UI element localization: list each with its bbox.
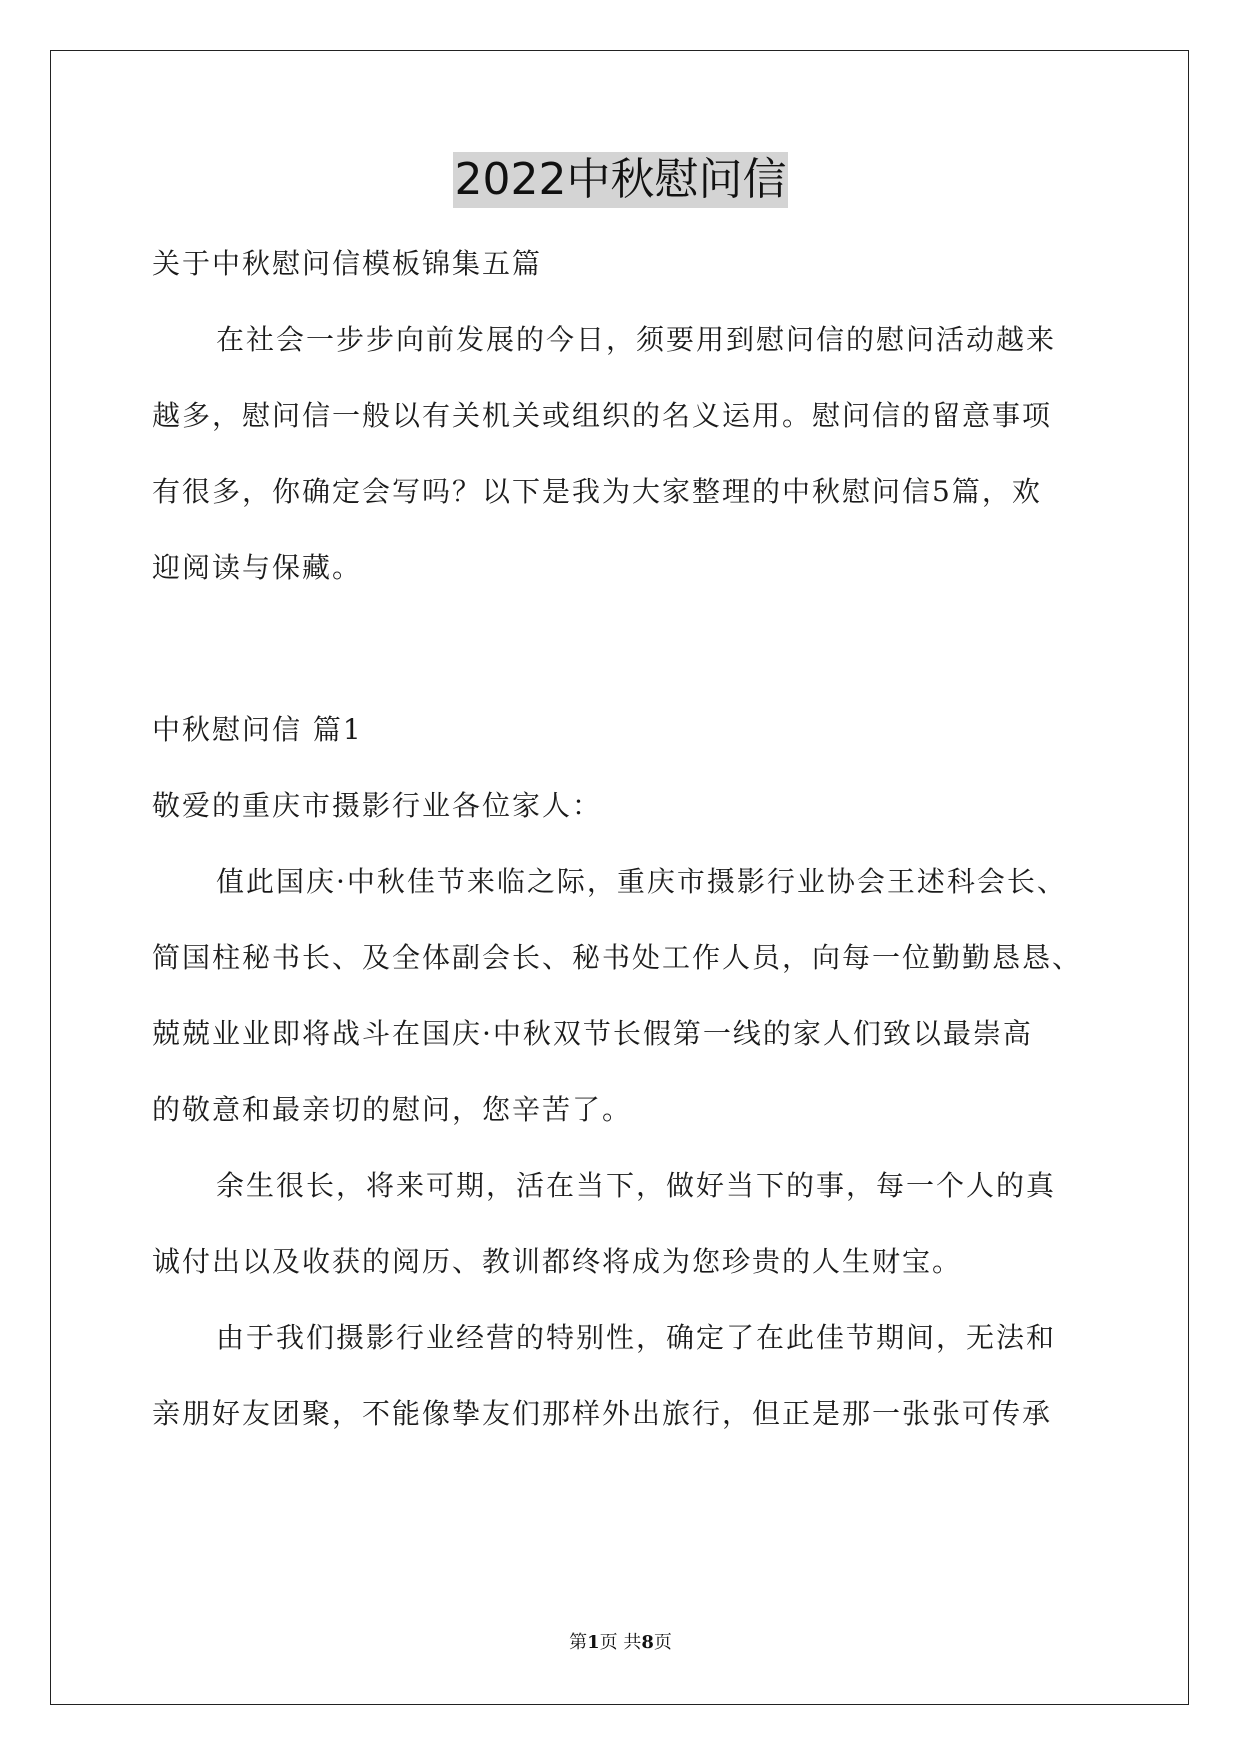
intro-line-1: 在社会一步步向前发展的今日，须要用到慰问信的慰问活动越来 xyxy=(216,323,1057,356)
paragraph1-line-1: 值此国庆·中秋佳节来临之际，重庆市摄影行业协会王述科会长、 xyxy=(216,865,1067,898)
paragraph1-line-2: 简国柱秘书长、及全体副会长、秘书处工作人员，向每一位勤勤恳恳、 xyxy=(152,941,1083,974)
page-current: 1 xyxy=(587,1632,600,1653)
paragraph2-line-1: 余生很长，将来可期，活在当下，做好当下的事，每一个人的真 xyxy=(216,1169,1057,1202)
page-prefix: 第 xyxy=(569,1632,588,1653)
section-heading: 中秋慰问信 篇1 xyxy=(152,713,363,746)
paragraph1-line-4: 的敬意和最亲切的慰问，您辛苦了。 xyxy=(152,1093,633,1126)
paragraph2-line-2: 诚付出以及收获的阅历、教训都终将成为您珍贵的人生财宝。 xyxy=(152,1245,963,1278)
paragraph3-line-1: 由于我们摄影行业经营的特别性，确定了在此佳节期间，无法和 xyxy=(216,1321,1057,1354)
intro-line-3: 有很多，你确定会写吗？以下是我为大家整理的中秋慰问信5篇，欢 xyxy=(152,475,1042,508)
page-mid: 页 共 xyxy=(599,1632,642,1653)
page-footer xyxy=(0,1628,1241,1654)
document-subtitle: 关于中秋慰问信模板锦集五篇 xyxy=(152,247,543,280)
paragraph1-line-3: 兢兢业业即将战斗在国庆·中秋双节长假第一线的家人们致以最崇高 xyxy=(152,1017,1033,1050)
intro-line-4: 迎阅读与保藏。 xyxy=(152,551,363,584)
page-total: 8 xyxy=(641,1632,654,1653)
paragraph3-line-2: 亲朋好友团聚，不能像挚友们那样外出旅行，但正是那一张张可传承 xyxy=(152,1397,1053,1430)
document-body xyxy=(152,236,1112,1462)
section-gap xyxy=(152,616,1112,702)
page-suffix: 页 xyxy=(653,1632,672,1653)
title-container xyxy=(0,152,1241,208)
intro-line-2: 越多，慰问信一般以有关机关或组织的名义运用。慰问信的留意事项 xyxy=(152,399,1053,432)
salutation: 敬爱的重庆市摄影行业各位家人： xyxy=(152,789,603,822)
document-title: 2022中秋慰问信 xyxy=(453,152,789,208)
